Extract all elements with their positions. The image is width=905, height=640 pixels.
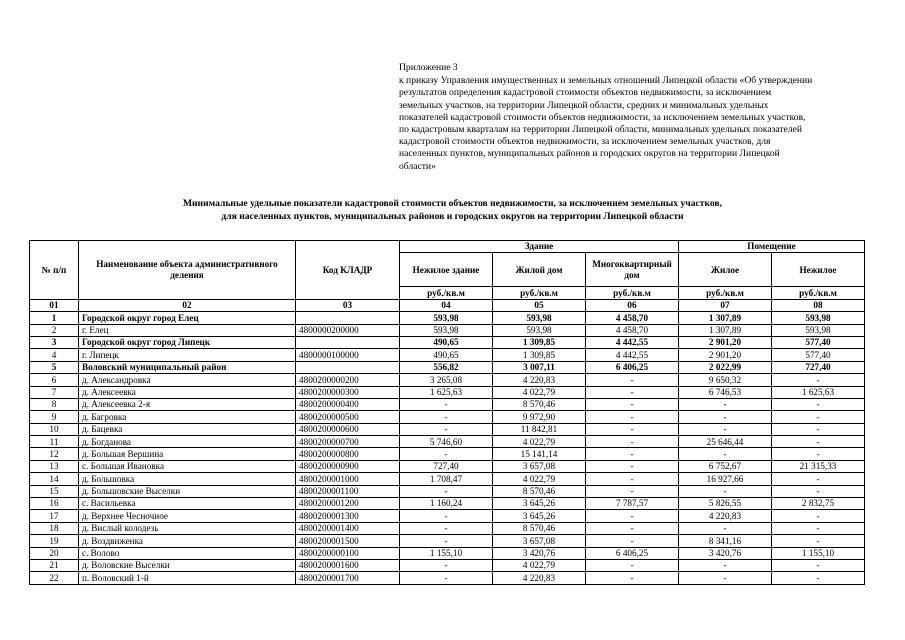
header-num: № п/п: [30, 241, 79, 300]
nonres-premises-value: 1 625,63: [772, 386, 865, 398]
res-house-value: 3 657,08: [493, 460, 586, 472]
nonres-premises-value: -: [772, 398, 865, 410]
table-row: [30, 559, 865, 571]
res-premises-value: 5 826,55: [679, 498, 772, 510]
row-number: 8: [30, 398, 79, 410]
row-number: 9: [30, 411, 79, 423]
appendix-line: земельных участков, на территории Липецкой области, средних и минимальных удельных: [399, 99, 769, 111]
res-house-value: 11 842,81: [493, 423, 586, 435]
kladr-code: 4800200000600: [296, 423, 400, 435]
row-number: 1: [30, 312, 79, 324]
res-house-value: 4 022,79: [493, 473, 586, 485]
object-name: д. Алексеевка: [79, 386, 296, 398]
apartment-value: 6 406,25: [586, 547, 679, 559]
res-premises-value: -: [679, 572, 772, 584]
nonres-premises-value: -: [772, 535, 865, 547]
nonres-premises-value: -: [772, 374, 865, 386]
row-number: 5: [30, 361, 79, 373]
res-premises-value: 1 307,89: [679, 324, 772, 336]
nonres-premises-value: 21 315,33: [772, 460, 865, 472]
appendix-line: к приказу Управления имущественных и земельных отношений Липецкой области «Об утверждении: [399, 75, 813, 87]
header-nonres-premises: Нежилое: [772, 253, 865, 287]
apartment-value: -: [586, 485, 679, 497]
apartment-value: -: [586, 535, 679, 547]
row-number: 10: [30, 423, 79, 435]
kladr-code: 4800200001100: [296, 485, 400, 497]
nonres-building-value: -: [400, 411, 493, 423]
object-name: д. Большовка: [79, 473, 296, 485]
res-house-value: 1 309,85: [493, 349, 586, 361]
nonres-building-value: -: [400, 572, 493, 584]
nonres-building-value: -: [400, 423, 493, 435]
object-name: д. Алексеевка 2-я: [79, 398, 296, 410]
apartment-value: -: [586, 572, 679, 584]
appendix-line: по кадастровым кварталам на территории Липецкой области, минимальных удельных показателей: [399, 124, 803, 136]
kladr-code: 4800200000100: [296, 547, 400, 559]
column-code: 07: [679, 299, 772, 311]
table-row: [30, 423, 865, 435]
nonres-building-value: 727,40: [400, 460, 493, 472]
object-name: с. Большая Ивановка: [79, 460, 296, 472]
apartment-value: -: [586, 398, 679, 410]
res-premises-value: 16 927,66: [679, 473, 772, 485]
table-row: [30, 374, 865, 386]
kladr-code: 4800000200000: [296, 324, 400, 336]
document-title: [30, 198, 875, 223]
res-premises-value: -: [679, 398, 772, 410]
object-name: Городской округ город Липецк: [79, 336, 296, 348]
table-row: [30, 324, 865, 336]
appendix-title: Приложение 3: [399, 62, 458, 73]
apartment-value: -: [586, 411, 679, 423]
nonres-premises-value: 577,40: [772, 336, 865, 348]
header-row: [30, 241, 865, 253]
nonres-building-value: 1 708,47: [400, 473, 493, 485]
appendix-line: результатов определения кадастровой стоимости объектов недвижимости, за исключением: [399, 87, 772, 99]
row-number: 16: [30, 498, 79, 510]
nonres-premises-value: -: [772, 510, 865, 522]
appendix-line: населенных пунктов, муниципальных районов и городских округов на территории Липецкой: [399, 148, 780, 160]
nonres-premises-value: 727,40: [772, 361, 865, 373]
unit-cell: руб./кв.м: [586, 287, 679, 299]
res-premises-value: -: [679, 522, 772, 534]
kladr-code: 4800200000900: [296, 460, 400, 472]
appendix-note: [399, 62, 869, 173]
object-name: д. Воловские Выселки: [79, 559, 296, 571]
nonres-premises-value: 1 155,10: [772, 547, 865, 559]
res-house-value: 15 141,14: [493, 448, 586, 460]
nonres-building-value: 556,82: [400, 361, 493, 373]
nonres-building-value: -: [400, 398, 493, 410]
object-name: д. Богданова: [79, 436, 296, 448]
kladr-code: 4800200001300: [296, 510, 400, 522]
header-nonres-building: Нежилое здание: [400, 253, 493, 287]
nonres-premises-value: -: [772, 436, 865, 448]
object-name: с. Васильевка: [79, 498, 296, 510]
res-house-value: 3 007,11: [493, 361, 586, 373]
row-number: 15: [30, 485, 79, 497]
object-name: д. Александровка: [79, 374, 296, 386]
kladr-code: 4800200000500: [296, 411, 400, 423]
row-number: 2: [30, 324, 79, 336]
kladr-code: [296, 361, 400, 373]
row-number: 22: [30, 572, 79, 584]
kladr-code: 4800200001700: [296, 572, 400, 584]
kladr-code: 4800200001600: [296, 559, 400, 571]
res-house-value: 4 022,79: [493, 436, 586, 448]
apartment-value: -: [586, 374, 679, 386]
res-premises-value: 8 341,16: [679, 535, 772, 547]
table-row: [30, 361, 865, 373]
table-row: [30, 510, 865, 522]
apartment-value: -: [586, 510, 679, 522]
res-premises-value: -: [679, 485, 772, 497]
nonres-building-value: -: [400, 510, 493, 522]
row-number: 3: [30, 336, 79, 348]
row-number: 20: [30, 547, 79, 559]
nonres-premises-value: -: [772, 473, 865, 485]
kladr-code: 4800200001400: [296, 522, 400, 534]
table-row: [30, 386, 865, 398]
table-row: [30, 448, 865, 460]
column-code: 02: [79, 299, 296, 311]
column-code: 03: [296, 299, 400, 311]
nonres-building-value: 1 160,24: [400, 498, 493, 510]
column-code: 01: [30, 299, 79, 311]
res-house-value: 3 657,08: [493, 535, 586, 547]
kladr-code: 4800200001500: [296, 535, 400, 547]
object-name: п. Воловский 1-й: [79, 572, 296, 584]
res-house-value: 9 972,90: [493, 411, 586, 423]
nonres-premises-value: 593,98: [772, 324, 865, 336]
nonres-premises-value: -: [772, 423, 865, 435]
header-res-house: Жилой дом: [493, 253, 586, 287]
row-number: 13: [30, 460, 79, 472]
unit-cell: руб./кв.м: [679, 287, 772, 299]
table-row: [30, 398, 865, 410]
res-house-value: 4 220,83: [493, 572, 586, 584]
nonres-building-value: -: [400, 535, 493, 547]
apartment-value: -: [586, 386, 679, 398]
nonres-building-value: -: [400, 485, 493, 497]
table-row: [30, 436, 865, 448]
header-res-premises: Жилое: [679, 253, 772, 287]
table-row: [30, 547, 865, 559]
object-name: д. Большовские Выселки: [79, 485, 296, 497]
kladr-code: [296, 312, 400, 324]
nonres-premises-value: -: [772, 411, 865, 423]
table-row: [30, 522, 865, 534]
apartment-value: -: [586, 559, 679, 571]
nonres-building-value: 490,65: [400, 336, 493, 348]
res-house-value: 8 570,46: [493, 485, 586, 497]
table-row: [30, 336, 865, 348]
res-premises-value: 2 901,20: [679, 336, 772, 348]
cadastral-value-table: [29, 240, 865, 585]
table-row: [30, 485, 865, 497]
apartment-value: 7 787,57: [586, 498, 679, 510]
res-house-value: 593,98: [493, 324, 586, 336]
header-building: Здание: [400, 241, 679, 253]
row-number: 6: [30, 374, 79, 386]
nonres-premises-value: -: [772, 522, 865, 534]
apartment-value: 6 406,25: [586, 361, 679, 373]
kladr-code: [296, 336, 400, 348]
res-premises-value: 6 752,67: [679, 460, 772, 472]
nonres-premises-value: -: [772, 448, 865, 460]
nonres-premises-value: 577,40: [772, 349, 865, 361]
kladr-code: 4800200001000: [296, 473, 400, 485]
object-name: Воловский муниципальный район: [79, 361, 296, 373]
nonres-premises-value: -: [772, 572, 865, 584]
kladr-code: 4800200000800: [296, 448, 400, 460]
nonres-building-value: -: [400, 559, 493, 571]
nonres-premises-value: -: [772, 559, 865, 571]
column-code: 08: [772, 299, 865, 311]
nonres-building-value: 3 265,08: [400, 374, 493, 386]
header-name: Наименование объекта административного деления: [79, 241, 296, 300]
res-premises-value: 2 901,20: [679, 349, 772, 361]
object-name: г. Елец: [79, 324, 296, 336]
nonres-building-value: 490,65: [400, 349, 493, 361]
apartment-value: -: [586, 448, 679, 460]
res-premises-value: 1 307,89: [679, 312, 772, 324]
res-house-value: 8 570,46: [493, 522, 586, 534]
res-house-value: 4 220,83: [493, 374, 586, 386]
column-code: 06: [586, 299, 679, 311]
table-row: [30, 460, 865, 472]
unit-cell: руб./кв.м: [400, 287, 493, 299]
nonres-premises-value: -: [772, 485, 865, 497]
apartment-value: -: [586, 423, 679, 435]
res-house-value: 3 645,26: [493, 498, 586, 510]
column-code: 04: [400, 299, 493, 311]
nonres-building-value: -: [400, 448, 493, 460]
column-code: 05: [493, 299, 586, 311]
res-house-value: 593,98: [493, 312, 586, 324]
res-premises-value: -: [679, 559, 772, 571]
res-premises-value: 9 650,32: [679, 374, 772, 386]
table-row: [30, 498, 865, 510]
document-title-line: Минимальные удельные показатели кадастровой стоимости объектов недвижимости, за исключением земельных участков,: [182, 198, 723, 209]
table-row: [30, 312, 865, 324]
header-apartment: Многоквартирный дом: [586, 253, 679, 287]
table-row: [30, 572, 865, 584]
object-name: д. Большая Вершина: [79, 448, 296, 460]
row-number: 11: [30, 436, 79, 448]
document-title-line: для населенных пунктов, муниципальных районов и городских округов на территории Липецкой области: [221, 210, 684, 222]
res-premises-value: 4 220,83: [679, 510, 772, 522]
nonres-premises-value: 2 832,75: [772, 498, 865, 510]
res-premises-value: 25 646,44: [679, 436, 772, 448]
kladr-code: 4800200000300: [296, 386, 400, 398]
appendix-line: области»: [399, 160, 436, 172]
row-number: 7: [30, 386, 79, 398]
nonres-building-value: 593,98: [400, 324, 493, 336]
unit-cell: руб./кв.м: [772, 287, 865, 299]
object-name: д. Вислый колодезь: [79, 522, 296, 534]
row-number: 21: [30, 559, 79, 571]
res-house-value: 3 645,26: [493, 510, 586, 522]
table-row: [30, 349, 865, 361]
nonres-building-value: 593,98: [400, 312, 493, 324]
column-codes-row: [30, 299, 865, 311]
res-house-value: 8 570,46: [493, 398, 586, 410]
row-number: 19: [30, 535, 79, 547]
apartment-value: 4 458,70: [586, 324, 679, 336]
nonres-building-value: 5 746,60: [400, 436, 493, 448]
row-number: 18: [30, 522, 79, 534]
row-number: 14: [30, 473, 79, 485]
table-row: [30, 473, 865, 485]
res-house-value: 4 022,79: [493, 386, 586, 398]
nonres-building-value: 1 155,10: [400, 547, 493, 559]
res-premises-value: -: [679, 411, 772, 423]
nonres-building-value: 1 625,63: [400, 386, 493, 398]
nonres-building-value: -: [400, 522, 493, 534]
appendix-line: кадастровой стоимости объектов недвижимости, за исключением земельных участков, для: [399, 136, 771, 148]
table-row: [30, 411, 865, 423]
apartment-value: 4 442,55: [586, 349, 679, 361]
object-name: Городской округ город Елец: [79, 312, 296, 324]
object-name: д. Багровка: [79, 411, 296, 423]
row-number: 4: [30, 349, 79, 361]
res-house-value: 4 022,79: [493, 559, 586, 571]
res-premises-value: 6 746,53: [679, 386, 772, 398]
header-kladr: Код КЛАДР: [296, 241, 400, 300]
res-premises-value: 2 022,99: [679, 361, 772, 373]
object-name: с. Волово: [79, 547, 296, 559]
apartment-value: -: [586, 473, 679, 485]
kladr-code: 4800000100000: [296, 349, 400, 361]
res-premises-value: -: [679, 423, 772, 435]
kladr-code: 4800200001200: [296, 498, 400, 510]
kladr-code: 4800200000200: [296, 374, 400, 386]
nonres-premises-value: 593,98: [772, 312, 865, 324]
res-house-value: 1 309,85: [493, 336, 586, 348]
object-name: г. Липецк: [79, 349, 296, 361]
unit-cell: руб./кв.м: [493, 287, 586, 299]
object-name: д. Воздвиженка: [79, 535, 296, 547]
row-number: 17: [30, 510, 79, 522]
kladr-code: 4800200000400: [296, 398, 400, 410]
appendix-line: показателей кадастровой стоимости объектов недвижимости, за исключением земельных участков,: [399, 111, 806, 123]
apartment-value: -: [586, 522, 679, 534]
apartment-value: 4 442,55: [586, 336, 679, 348]
res-premises-value: -: [679, 448, 772, 460]
apartment-value: -: [586, 436, 679, 448]
row-number: 12: [30, 448, 79, 460]
apartment-value: -: [586, 460, 679, 472]
res-house-value: 3 420,76: [493, 547, 586, 559]
res-premises-value: 3 420,76: [679, 547, 772, 559]
apartment-value: 4 458,70: [586, 312, 679, 324]
object-name: д. Бацевка: [79, 423, 296, 435]
object-name: д. Верхнее Чесночное: [79, 510, 296, 522]
header-premises: Помещение: [679, 241, 865, 253]
table-row: [30, 535, 865, 547]
kladr-code: 4800200000700: [296, 436, 400, 448]
